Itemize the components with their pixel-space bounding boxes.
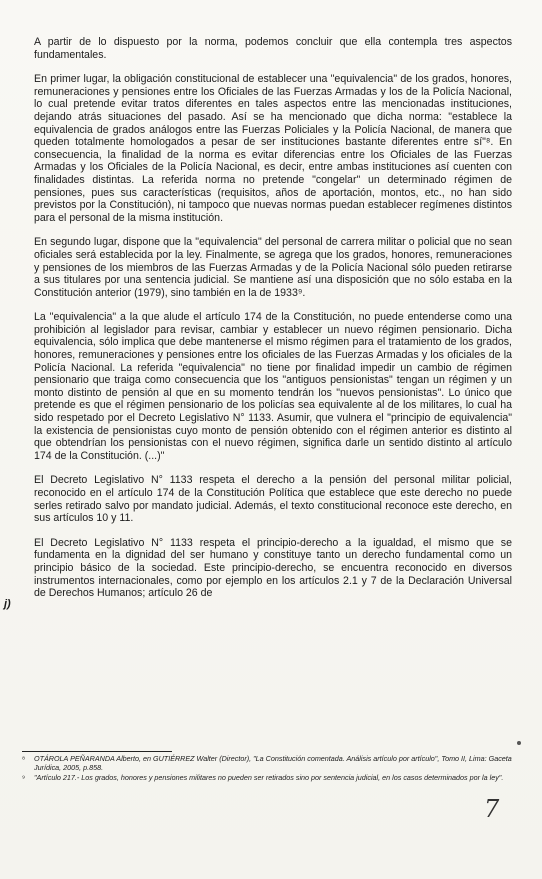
paragraph-equivalence: La "equivalencia" a la que alude el artículo 174 de la Constitución, no puede entenderse como una prohibición al legislador para revisar, cambiar y establecer un nuevo régimen pensionario. Dicha equivalencia, sólo implica que debe mantenerse el mismo régimen para el tratamiento de los grados, honores, remuneraciones y pensiones entre los oficiales de las Fuerzas Armadas y los oficiales de la Policía Nacional. La referida "equivalencia" no tiene por finalidad impedir un cambio de régimen pensionario que traiga como consecuencia que los "antiguos pensionistas" tengan un régimen y un monto distinto de pensión al que en su momento tendrán los "nuevos pensionistas". Lo único que pretende es que el régimen pensionario de los policías sea equivalente al de los militares, lo cual ha sido respetado por el Decreto Legislativo N° 1133. Asumir, que vulnera el "principio de equivalencia" la existencia de pensionistas cuyo monto de pensión obtenido con el régimen anterior es distinto al que obtendrían los pensionistas con el nuevo régimen, significa darle un sentido distinto al artículo 174 de la Constitución. (...)": [34, 311, 512, 462]
paragraph-second-aspect: En segundo lugar, dispone que la "equivalencia" del personal de carrera militar o policial que no sean oficiales será establecida por la ley. Finalmente, se agrega que los grados, honores, remuneraciones y pensiones de los miembros de las Fuerzas Armadas y de la Policía Nacional sólo pueden retirarse a sus titulares por una sentencia judicial. Se mantiene así una disposición que no sólo estaba en la Constitución anterior (1979), sino también en la de 1933⁹.: [34, 236, 512, 299]
paragraph-equality: El Decreto Legislativo N° 1133 respeta el principio-derecho a la igualdad, el mismo que se fundamenta en la dignidad del ser humano y constituye tanto un derecho fundamental como un principio básico de la sociedad. Este principio-derecho, se encuentra reconocido en diversos instrumentos internacionales, como por ejemplo en los artículos 2.1 y 7 de la Declaración Universal de Derechos Humanos; artículo 26 de: [34, 536, 512, 600]
footnote-divider: [22, 751, 172, 752]
footnote-mark: ⁹: [22, 773, 26, 783]
body-text: [34, 36, 512, 612]
paragraph-first-aspect: En primer lugar, la obligación constitucional de establecer una "equivalencia" de los grados, honores, remuneraciones y pensiones entre los Oficiales de las Fuerzas Armadas y los de la Policía Nacional, lo cual pretende evitar tratos diferentes en tales aspectos entre las mencionadas instituciones, dejando atrás situaciones del pasado. Así se ha mencionado que dicha norma: "establece la equivalencia de grados análogos entre las Fuerzas Policiales y la Policía Nacional, de manera que queden totalmente homologados a pesar de ser instituciones bastante diferentes entre sí"⁸. En consecuencia, la finalidad de la norma es evitar diferencias entre los Oficiales de las Fuerzas Armadas y los Oficiales de la Policía Nacional, es decir, entre ambas instituciones así cuenten con finalidades distintas. La referida norma no pretende "congelar" un determinado régimen de pensiones, pues sus características (requisitos, años de aportación, montos, etc., no han sido previstos por la Constitución), ni tampoco que nuevas normas puedan establecer regímenes distintos para el personal de la misma institución.: [34, 73, 512, 224]
footnote-mark: ⁸: [22, 754, 26, 763]
item-marker: j): [4, 598, 11, 610]
footnote: [22, 754, 516, 772]
page-number: 7: [484, 795, 500, 823]
footnote-text: "Artículo 217.- Los grados, honores y pensiones militares no pueden ser retirados sino por sentencia judicial, en los casos determinados por la ley".: [34, 773, 504, 783]
paragraph-intro: A partir de lo dispuesto por la norma, podemos concluir que ella contempla tres aspectos fundamentales.: [34, 36, 512, 61]
paragraph-item-j: El Decreto Legislativo N° 1133 respeta el derecho a la pensión del personal militar policial, reconocido en el artículo 174 de la Constitución Política que establece que este derecho no puede serles retirado salvo por mandato judicial. Además, el texto constitucional reconoce este derecho, en sus artículos 10 y 11.: [34, 474, 512, 525]
footnote-text: OTÁROLA PEÑARANDA Alberto, en GUTIÉRREZ Walter (Director), "La Constitución comentada. Análisis artículo por artículo", Tomo II, Lima: Gaceta Jurídica, 2005, p.858.: [34, 754, 512, 773]
ink-dot: [517, 741, 521, 745]
footnote: [22, 773, 516, 782]
footnotes: [22, 754, 516, 784]
